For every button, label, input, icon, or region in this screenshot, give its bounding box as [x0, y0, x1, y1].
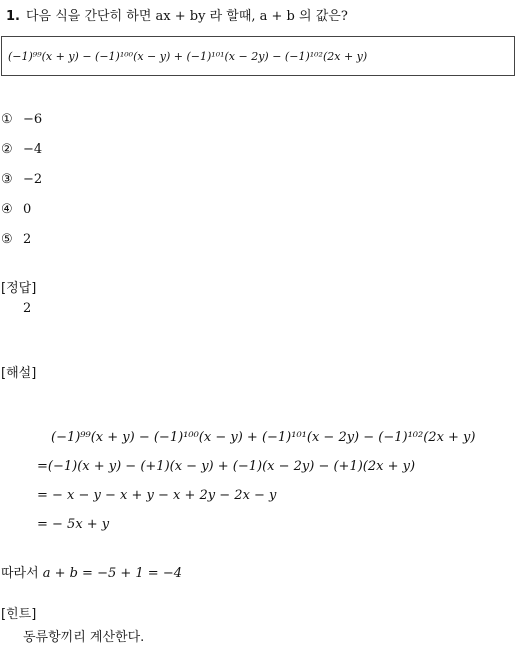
- hint-text: 동류항끼리 계산한다.: [23, 630, 145, 645]
- option-value: 2: [23, 232, 32, 247]
- solution-label: [해설]: [1, 366, 37, 381]
- question-number: 1.: [6, 9, 20, 24]
- option-3[interactable]: [1, 172, 42, 187]
- answer-value: 2: [23, 301, 32, 316]
- option-number: ③: [1, 172, 13, 187]
- solution-conclusion: [1, 562, 182, 581]
- solution-line-2: =(−1)(x + y) − (+1)(x − y) + (−1)(x − 2y) − (+1)(2x + y): [37, 459, 416, 474]
- option-number: ⑤: [1, 232, 13, 247]
- option-value: 0: [23, 202, 32, 217]
- box-expression: (−1)⁹⁹(x + y) − (−1)¹⁰⁰(x − y) + (−1)¹⁰¹(x − 2y) − (−1)¹⁰²(2x + y): [8, 50, 368, 63]
- conclusion-prefix: 따라서: [1, 566, 39, 581]
- option-1[interactable]: [1, 112, 42, 127]
- expression-box: [1, 36, 515, 76]
- option-number: ①: [1, 112, 13, 127]
- solution-line-3: = − x − y − x + y − x + 2y − 2x − y: [37, 488, 277, 503]
- solution-line-1: (−1)⁹⁹(x + y) − (−1)¹⁰⁰(x − y) + (−1)¹⁰¹(x − 2y) − (−1)¹⁰²(2x + y): [51, 430, 476, 445]
- conclusion-expression: a + b = −5 + 1 = −4: [42, 566, 182, 581]
- solution-line-4: = − 5x + y: [37, 517, 110, 532]
- option-2[interactable]: [1, 142, 42, 157]
- answer-label: [정답]: [1, 281, 37, 296]
- hint-label: [힌트]: [1, 607, 37, 622]
- option-4[interactable]: [1, 202, 31, 217]
- option-number: ②: [1, 142, 13, 157]
- option-5[interactable]: [1, 232, 31, 247]
- option-value: −6: [23, 112, 43, 127]
- option-number: ④: [1, 202, 13, 217]
- option-value: −2: [23, 172, 43, 187]
- question-text: 다음 식을 간단히 하면 ax + by 라 할때, a + b 의 값은?: [25, 9, 348, 24]
- question: [6, 5, 348, 24]
- option-value: −4: [23, 142, 43, 157]
